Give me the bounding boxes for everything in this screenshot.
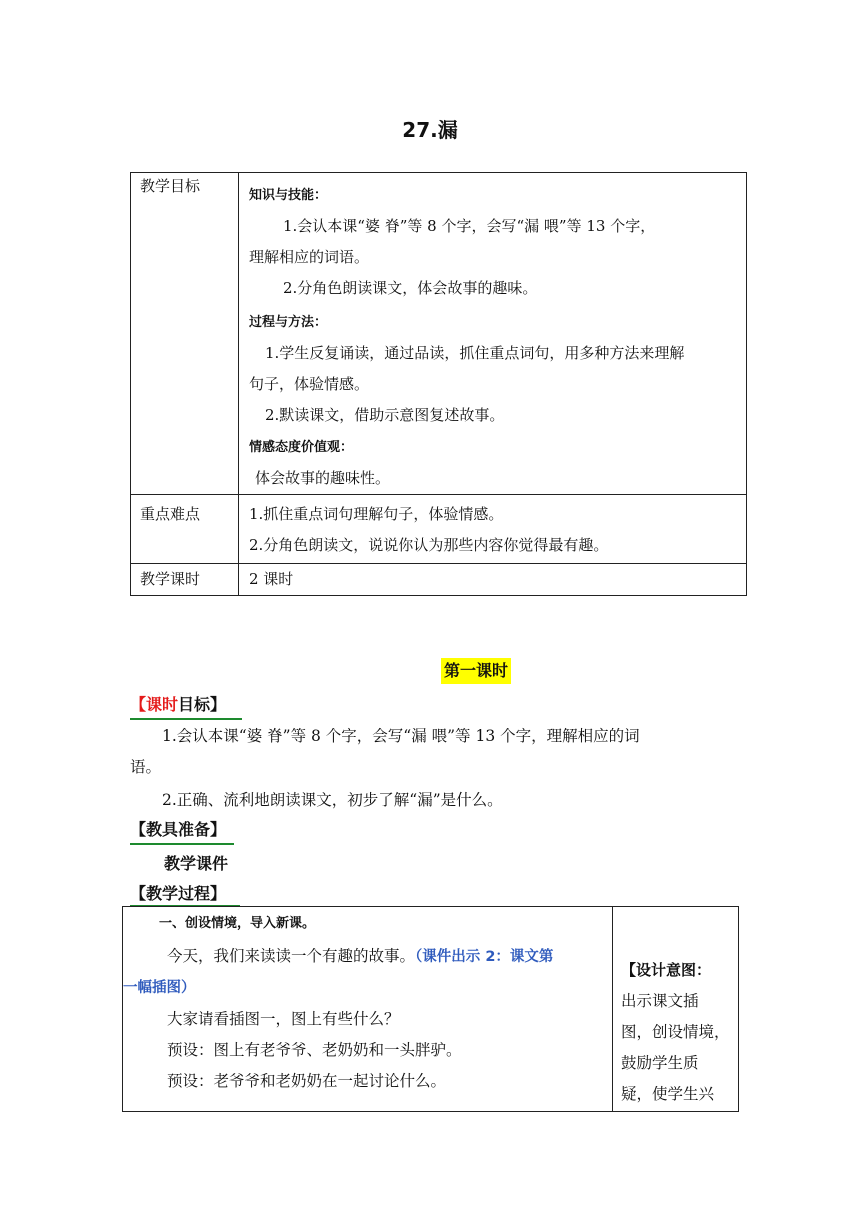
design-intent-line-1: 出示课文插 [621,992,699,1010]
process-para-1 [137,941,612,973]
process-para-2: 大家请看插图一，图上有些什么？ [167,1010,400,1028]
para-1-text: 今天，我们来读读一个有趣的故事。 [167,947,416,965]
hours-row [131,564,747,596]
process-heading: 过程与方法： [249,315,328,330]
knowledge-item-1-cont: 理解相应的词语。 [249,248,370,266]
page-title: 27.漏 [402,118,458,142]
lesson-title: 第一课时 [441,658,511,684]
objectives-underline [130,718,242,720]
key-point-1: 1.抓住重点词句理解句子，体验情感。 [249,505,504,523]
objective-item-1-cont: 语。 [130,758,162,776]
key-points-content [239,495,747,564]
process-item-1-cont: 句子，体验情感。 [249,375,370,393]
process-para-3: 预设：图上有老爷爷、老奶奶和一头胖驴。 [167,1041,462,1059]
lesson-info-table [130,172,747,596]
attitude-item-1: 体会故事的趣味性。 [255,469,391,487]
tools-heading: 【教具准备】 [130,820,227,839]
hours-label: 教学课时 [131,564,239,596]
process-para-4: 预设：老爷爷和老奶奶在一起讨论什么。 [167,1072,447,1090]
step-title: 一、创设情境，导入新课。 [159,916,316,931]
design-intent-heading: 【设计意图： [621,961,712,979]
objective-item-2: 2.正确、流利地朗读课文，初步了解“漏”是什么。 [162,791,503,809]
design-intent-line-2: 图，创设情境， [621,1023,730,1041]
tools-underline [130,843,234,845]
objectives-heading-red: 【课时 [130,695,179,714]
key-points-row [131,495,747,564]
knowledge-heading: 知识与技能： [249,188,328,203]
key-points-label: 重点难点 [131,495,239,564]
goals-content [239,173,747,495]
goals-row [131,173,747,495]
objective-item-1: 1.会认本课“婆 脊”等 8 个字，会写“漏 喂”等 13 个字，理解相应的词 [162,727,640,745]
key-point-2: 2.分角色朗读文，说说你认为那些内容你觉得最有趣。 [249,536,609,554]
design-intent-line-4: 疑，使学生兴 [621,1085,715,1103]
knowledge-item-2: 2.分角色朗读课文，体会故事的趣味。 [283,279,538,297]
objectives-heading-black: 目标】 [178,695,227,714]
process-item-2: 2.默读课文，借助示意图复述故事。 [265,406,505,424]
courseware-note: （课件出示 2：课文第 [415,949,554,965]
process-heading: 【教学过程】 [130,884,227,903]
goals-label: 教学目标 [131,173,239,495]
design-intent-line-3: 鼓励学生质 [621,1054,699,1072]
tools-value: 教学课件 [164,854,229,873]
design-intent-cell [614,907,738,1111]
courseware-note-cont: 一幅插图） [123,980,196,996]
process-item-1: 1.学生反复诵读，通过品读，抓住重点词句，用多种方法来理解 [265,344,685,362]
objectives-heading [130,693,226,717]
attitude-heading: 情感态度价值观： [249,440,354,455]
hours-value: 2 课时 [239,564,747,596]
process-main-cell [123,907,613,1111]
process-table [122,906,739,1112]
knowledge-item-1: 1.会认本课“婆 脊”等 8 个字，会写“漏 喂”等 13 个字， [283,217,656,235]
